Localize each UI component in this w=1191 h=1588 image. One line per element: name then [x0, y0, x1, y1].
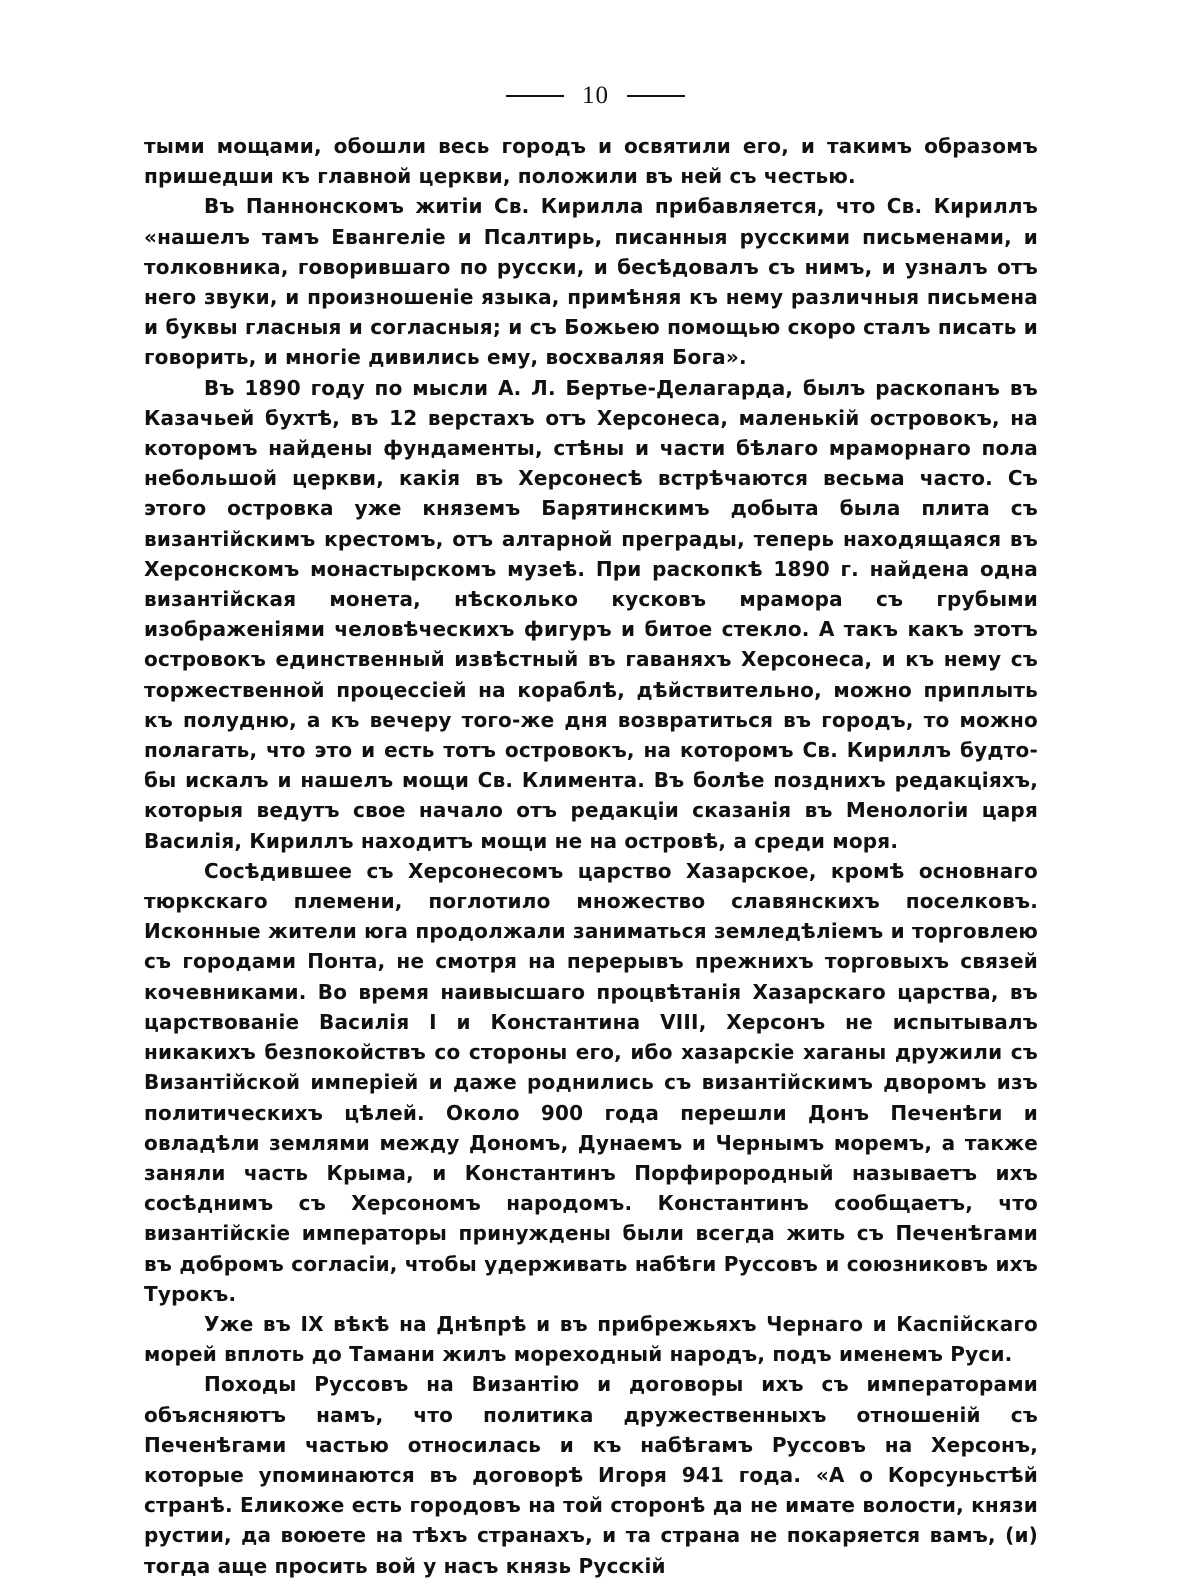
page-header — [0, 78, 1191, 114]
paragraph-3: Въ 1890 году по мысли А. Л. Бертье-Делагарда, былъ раскопанъ въ Казачьей бухтѣ, въ 12 верстахъ отъ Херсонеса, маленькій островокъ, на которомъ найдены фундаменты, стѣны и части бѣлаго мраморнаго пола небольшой церкви, какія въ Херсонесѣ встрѣчаются весьма часто. Съ этого островка уже княземъ Барятинскимъ добыта была плита съ византійскимъ крестомъ, отъ алтарной преграды, теперь находящаяся въ Херсонскомъ монастырскомъ музеѣ. При раскопкѣ 1890 г. найдена одна византійская монета, нѣсколько кусковъ мрамора съ грубыми изображеніями человѣческихъ фигуръ и битое стекло. А такъ какъ этотъ островокъ единственный извѣстный въ гаваняхъ Херсонеса, и къ нему съ торжественной процессіей на кораблѣ, дѣйствительно, можно приплыть къ полудню, а къ вечеру того-же дня возвратиться въ городъ, то можно полагать, что это и есть тотъ островокъ, на которомъ Св. Кириллъ будто-бы искалъ и нашелъ мощи Св. Климента. Въ болѣе позднихъ редакціяхъ, которыя ведутъ свое начало отъ редакціи сказанія въ Менологіи царя Василія, Кириллъ находитъ мощи не на островѣ, а среди моря. — [144, 375, 1038, 853]
header-rule-right — [627, 95, 685, 97]
paragraph-1: тыми мощами, обошли весь городъ и освятили его, и такимъ образомъ пришедши къ главной церкви, положили въ ней съ честью. — [144, 134, 1038, 189]
header-rule-left — [506, 95, 564, 97]
paragraph-6: Походы Руссовъ на Византію и договоры ихъ съ императорами объясняютъ намъ, что политика дружественныхъ отношеній съ Печенѣгами частью относилась и къ набѣгамъ Руссовъ на Херсонъ, которые упоминаются въ договорѣ Игоря 941 года. «А о Корсуньстѣй странѣ. Еликоже есть городовъ на той сторонѣ да не имате волости, князи рустии, да воюете на тѣхъ странахъ, и та страна не покаряется вамъ, (и) тогда аще просить вой у насъ князь Русскій — [144, 1372, 1038, 1578]
paragraph-4: Сосѣдившее съ Херсонесомъ царство Хазарское, кромѣ основнаго тюркскаго племени, поглотило множество славянскихъ поселковъ. Исконные жители юга продолжали заниматься земледѣліемъ и торговлею съ городами Понта, не смотря на перерывъ прежнихъ торговыхъ связей кочевниками. Во время наивысшаго процвѣтанія Хазарскаго царства, въ царствованіе Василія I и Константина VIII, Херсонъ не испытывалъ никакихъ безпокойствъ со стороны его, ибо хазарскіе хаганы дружили съ Византійской имперіей и даже роднились съ византійскимъ дворомъ изъ политическихъ цѣлей. Около 900 года перешли Донъ Печенѣги и овладѣли землями между Дономъ, Дунаемъ и Чернымъ моремъ, а также заняли часть Крыма, и Константинъ Порфирородный называетъ ихъ сосѣднимъ съ Херсономъ народомъ. Константинъ сообщаетъ, что византійскіе императоры принуждены были всегда жить съ Печенѣгами въ добромъ согласіи, чтобы удерживать набѣги Руссовъ и союзниковъ ихъ Турокъ. — [144, 858, 1038, 1306]
page-number: 10 — [582, 82, 609, 109]
body-text — [144, 131, 1038, 1581]
paragraph-5: Уже въ IX вѣкѣ на Днѣпрѣ и въ прибрежьяхъ Чернаго и Каспійскаго морей вплоть до Тамани жилъ мореходный народъ, подъ именемъ Руси. — [144, 1311, 1038, 1367]
paragraph-2: Въ Паннонскомъ житіи Св. Кирилла прибавляется, что Св. Кириллъ «нашелъ тамъ Евангеліе и Псалтирь, писанныя русскими письменами, и толковника, говорившаго по русски, и бесѣдовалъ съ нимъ, и узналъ отъ него звуки, и произношеніе языка, примѣняя къ нему различныя письмена и буквы гласныя и согласныя; и съ Божьею помощью скоро сталъ писать и говорить, и многіе дивились ему, восхваляя Бога». — [144, 194, 1038, 370]
